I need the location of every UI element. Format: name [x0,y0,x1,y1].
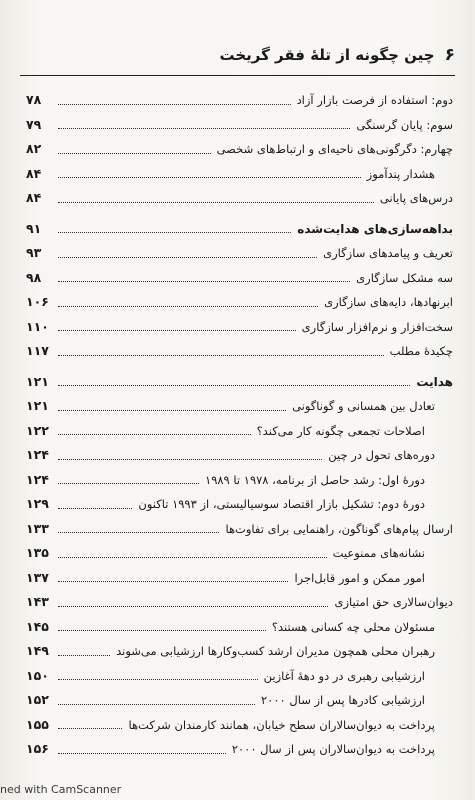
toc-entry [26,241,453,266]
toc-entry-title: ابرنهادها، دایه‌های سازگاری [324,295,453,309]
toc-entry-page: ۱۴۹ [26,643,49,658]
toc-entry [26,419,453,444]
scanner-watermark: ned with CamScanner [0,783,122,796]
leader-dots [58,177,361,178]
toc-section-heading [26,370,453,395]
toc-entry [26,566,453,591]
toc-entry-page: ۱۲۱ [26,398,49,413]
toc-entry-title: امور ممکن و امور قابل‌اجرا [294,570,425,585]
toc-entry [26,266,453,291]
toc-entry-title: نشانه‌های ممنوعیت [332,546,425,560]
toc-entry [26,443,453,468]
toc-entry-page: ۱۵۵ [26,716,49,732]
toc-entry-page: ۹۸ [26,269,42,285]
toc-entry [26,517,453,542]
leader-dots [58,728,122,729]
toc-entry [26,468,453,493]
toc-entry [26,737,453,762]
running-title: چین چگونه از تلهٔ فقر گریخت [219,46,435,64]
toc-entry-title: اصلاحات تجمعی چگونه کار می‌کند؟ [256,423,425,438]
toc-entry-page: ۷۸ [26,92,42,107]
toc-entry [26,162,453,187]
leader-dots [58,532,219,533]
leader-dots [58,434,251,435]
toc-entry-title: دیوان‌سالاری حق امتیازی [334,595,453,609]
table-of-contents [26,88,453,762]
toc-entry-title: پرداخت به دیوان‌سالاران پس از سال ۲۰۰۰ [231,742,435,756]
toc-entry-title: تعریف و پیامدهای سازگاری [323,246,453,260]
page-header [150,42,455,68]
toc-entry-title: دورهٔ اول: رشد حاصل از برنامه، ۱۹۷۸ تا ۱۹۸۹ [205,472,425,487]
toc-section-heading [26,217,453,242]
leader-dots [58,581,288,582]
toc-entry-page: ۱۳۷ [26,569,49,585]
header-rule [20,75,455,76]
toc-entry [26,339,453,364]
toc-entry-page: ۱۱۷ [26,343,49,358]
toc-entry-title: سه مشکل سازگاری [356,270,453,285]
toc-entry-title: درس‌های پایانی [379,191,453,205]
toc-entry-title: دوم: استفاده از فرصت بازار آزاد [296,93,453,107]
toc-entry-title: چهارم: دگرگونی‌های ناحیه‌ای و ارتباط‌های شخصی [216,142,453,156]
leader-dots [58,128,350,129]
toc-entry-title: دورهٔ دوم: تشکیل بازار اقتصاد سوسیالیستی، از ۱۹۹۳ تاکنون [138,497,425,511]
toc-entry-title: بداهه‌سازی‌های هدایت‌شده [297,221,453,236]
toc-entry [26,664,453,689]
toc-entry-page: ۱۴۵ [26,618,49,634]
toc-entry-title: ارزشیابی کادرها پس از سال ۲۰۰۰ [260,693,425,707]
leader-dots [58,459,322,460]
leader-dots [58,281,350,282]
toc-entry [26,315,453,340]
toc-entry-title: دوره‌های تحول در چین [328,448,435,462]
toc-entry-page: ۱۲۹ [26,496,49,511]
toc-entry-page: ۱۲۲ [26,422,49,438]
toc-entry-title: سخت‌افزار و نرم‌افزار سازگاری [301,319,453,334]
leader-dots [58,232,291,233]
toc-entry-page: ۱۵۰ [26,667,49,683]
leader-dots [58,306,318,307]
page-number: ۶ [444,45,455,65]
toc-entry [26,688,453,713]
toc-entry [26,186,453,211]
leader-dots [58,410,286,411]
toc-entry-title: هشدار پندآموز [366,166,435,181]
leader-dots [58,557,327,558]
toc-entry-page: ۸۲ [26,141,42,156]
toc-entry [26,290,453,315]
toc-entry-page: ۹۱ [26,220,42,236]
toc-entry-page: ۸۴ [26,165,42,181]
leader-dots [58,508,132,509]
toc-entry-page: ۱۲۴ [26,471,49,487]
leader-dots [58,104,291,105]
toc-entry [26,713,453,738]
toc-entry-page: ۱۵۲ [26,692,49,707]
toc-entry-title: چکیدهٔ مطلب [389,344,453,358]
leader-dots [58,330,296,331]
toc-entry-page: ۱۳۳ [26,520,49,536]
leader-dots [58,385,410,386]
toc-entry [26,88,453,113]
leader-dots [58,257,317,258]
toc-entry-title: ارسال پیام‌های گوناگون، راهنمایی برای تفاوت‌ها [225,521,453,536]
leader-dots [58,606,328,607]
toc-entry [26,541,453,566]
toc-entry-title: تعادل بین همسانی و گوناگونی [292,399,435,413]
toc-entry-page: ۱۳۵ [26,545,49,560]
toc-entry-page: ۱۱۰ [26,318,49,334]
toc-entry-page: ۸۴ [26,190,42,205]
toc-entry [26,394,453,419]
toc-entry [26,137,453,162]
toc-entry-page: ۱۲۴ [26,447,49,462]
toc-entry-title: سوم: پایان گرسنگی [356,117,453,132]
toc-entry-page: ۹۳ [26,245,42,260]
leader-dots [58,153,211,154]
toc-entry-title: هدایت [416,374,453,389]
leader-dots [58,202,374,203]
toc-entry [26,615,453,640]
leader-dots [58,704,255,705]
leader-dots [58,655,110,656]
toc-entry [26,492,453,517]
toc-entry-page: ۱۲۱ [26,373,49,389]
toc-entry-page: ۷۹ [26,116,42,132]
toc-entry-page: ۱۵۶ [26,741,49,756]
leader-dots [58,679,258,680]
toc-entry-title: ارزشیابی رهبری در دو دههٔ آغازین [263,668,425,683]
leader-dots [58,483,199,484]
leader-dots [58,753,226,754]
leader-dots [58,630,266,631]
toc-entry-title: پرداخت به دیوان‌سالاران سطح خیابان، همانند کارمندان شرکت‌ها [128,717,435,732]
toc-entry [26,113,453,138]
leader-dots [58,355,384,356]
toc-entry-page: ۱۰۶ [26,294,49,309]
toc-entry-title: رهبران محلی همچون مدیران ارشد کسب‌وکارها ارزشیابی می‌شوند [116,644,435,658]
toc-entry [26,590,453,615]
toc-entry-page: ۱۴۳ [26,594,49,609]
toc-entry [26,639,453,664]
toc-entry-title: مسئولان محلی چه کسانی هستند؟ [271,619,435,634]
